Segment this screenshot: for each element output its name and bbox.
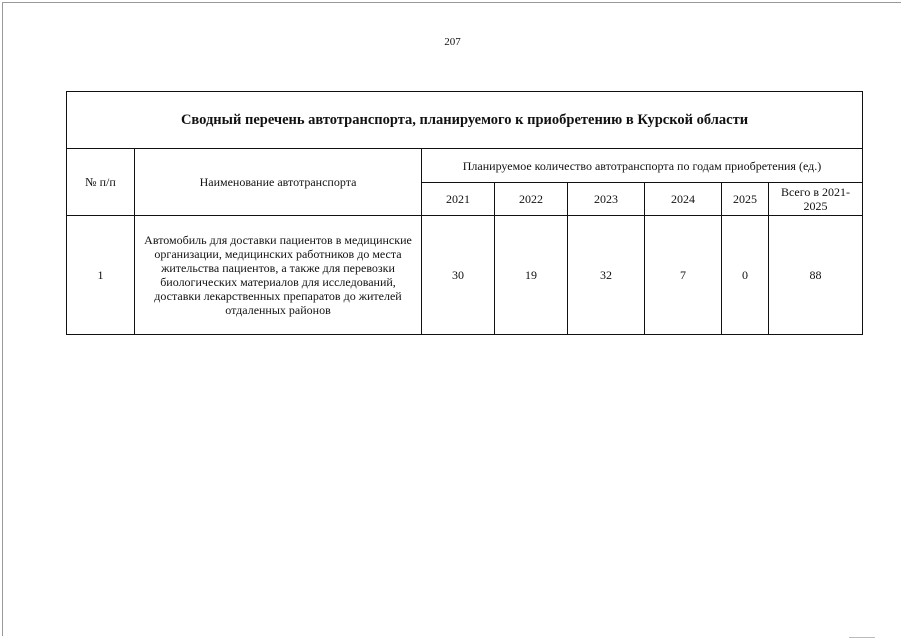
header-vehicle-name: Наименование автотранспорта (135, 149, 422, 216)
row-vehicle-name: Автомобиль для доставки пациентов в медицинские организации, медицинских работников до места жительства пациентов, а также для перевозки биологических материалов для исследований, доставки лекарственных препаратов до жителей отдаленных районов (135, 216, 422, 335)
row-value-2023: 32 (568, 216, 645, 335)
header-planned-quantity: Планируемое количество автотранспорта по годам приобретения (ед.) (422, 149, 863, 183)
row-value-2025: 0 (722, 216, 769, 335)
row-value-2024: 7 (645, 216, 722, 335)
row-total: 88 (769, 216, 863, 335)
row-value-2021: 30 (422, 216, 495, 335)
header-year-2022: 2022 (495, 183, 568, 216)
header-year-2024: 2024 (645, 183, 722, 216)
page-number: 207 (444, 36, 461, 48)
header-number: № п/п (67, 149, 135, 216)
header-year-2021: 2021 (422, 183, 495, 216)
row-number: 1 (67, 216, 135, 335)
scan-artifact (849, 637, 875, 638)
header-total: Всего в 2021-2025 (769, 183, 863, 216)
table-title: Сводный перечень автотранспорта, планируемого к приобретению в Курской области (67, 92, 863, 149)
header-year-2025: 2025 (722, 183, 769, 216)
header-year-2023: 2023 (568, 183, 645, 216)
table-row (67, 216, 863, 335)
vehicle-summary-table (66, 91, 863, 335)
row-value-2022: 19 (495, 216, 568, 335)
